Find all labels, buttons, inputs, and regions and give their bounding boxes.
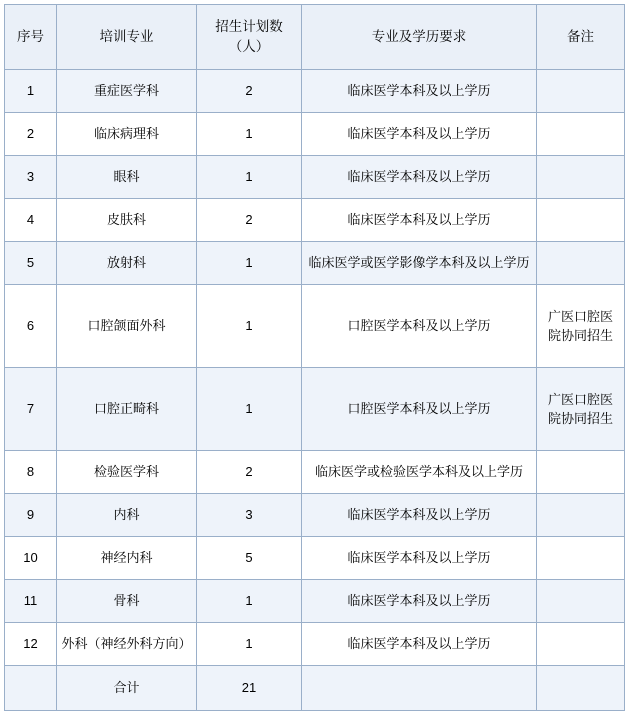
- cell-major: 重症医学科: [57, 70, 197, 113]
- cell-remark: [537, 623, 625, 666]
- table-total-row: [5, 666, 625, 711]
- cell-remark-line2: 院协同招生: [547, 328, 613, 343]
- table-row: [5, 537, 625, 580]
- cell-quota: 2: [197, 451, 302, 494]
- table-row: [5, 70, 625, 113]
- table-row: [5, 285, 625, 368]
- cell-quota: 5: [197, 537, 302, 580]
- table-row: [5, 494, 625, 537]
- cell-index: 5: [5, 242, 57, 285]
- cell-remark: [537, 70, 625, 113]
- cell-major: 眼科: [57, 156, 197, 199]
- cell-remark: [537, 199, 625, 242]
- cell-quota: 1: [197, 242, 302, 285]
- cell-quota: 2: [197, 199, 302, 242]
- cell-requirement: 临床医学本科及以上学历: [302, 580, 537, 623]
- training-plan-table-container: [0, 4, 628, 711]
- cell-index: 11: [5, 580, 57, 623]
- cell-index: 3: [5, 156, 57, 199]
- cell-major: 皮肤科: [57, 199, 197, 242]
- cell-major: 放射科: [57, 242, 197, 285]
- cell-requirement: 临床医学本科及以上学历: [302, 623, 537, 666]
- cell-major: 外科（神经外科方向）: [57, 623, 197, 666]
- cell-quota: 1: [197, 623, 302, 666]
- table-body: [5, 5, 625, 711]
- cell-requirement: 口腔医学本科及以上学历: [302, 368, 537, 451]
- cell-requirement: 临床医学本科及以上学历: [302, 199, 537, 242]
- table-row: [5, 242, 625, 285]
- table-row: [5, 199, 625, 242]
- total-empty-index: [5, 666, 57, 711]
- cell-index: 10: [5, 537, 57, 580]
- cell-remark: [537, 451, 625, 494]
- cell-remark: [537, 285, 625, 368]
- cell-quota: 1: [197, 580, 302, 623]
- cell-remark: [537, 156, 625, 199]
- cell-requirement: 临床医学本科及以上学历: [302, 494, 537, 537]
- cell-remark: [537, 494, 625, 537]
- cell-requirement: 临床医学或医学影像学本科及以上学历: [302, 242, 537, 285]
- table-row: [5, 113, 625, 156]
- cell-requirement: 临床医学本科及以上学历: [302, 537, 537, 580]
- table-row: [5, 623, 625, 666]
- cell-remark: [537, 537, 625, 580]
- total-remark: [537, 666, 625, 711]
- cell-quota: 1: [197, 113, 302, 156]
- header-index: 序号: [5, 5, 57, 70]
- cell-index: 6: [5, 285, 57, 368]
- cell-remark: [537, 580, 625, 623]
- table-row: [5, 580, 625, 623]
- cell-requirement: 临床医学本科及以上学历: [302, 156, 537, 199]
- total-requirement: [302, 666, 537, 711]
- cell-requirement: 口腔医学本科及以上学历: [302, 285, 537, 368]
- cell-major: 神经内科: [57, 537, 197, 580]
- header-major: 培训专业: [57, 5, 197, 70]
- cell-remark: [537, 113, 625, 156]
- cell-major: 口腔颌面外科: [57, 285, 197, 368]
- total-label: 合计: [57, 666, 197, 711]
- cell-index: 7: [5, 368, 57, 451]
- cell-major: 口腔正畸科: [57, 368, 197, 451]
- cell-quota: 1: [197, 285, 302, 368]
- cell-remark-line1: 广医口腔医: [547, 308, 613, 324]
- table-row: [5, 451, 625, 494]
- cell-quota: 3: [197, 494, 302, 537]
- cell-major: 内科: [57, 494, 197, 537]
- header-remark: 备注: [537, 5, 625, 70]
- table-row: [5, 368, 625, 451]
- cell-requirement: 临床医学本科及以上学历: [302, 113, 537, 156]
- cell-remark-line2: 院协同招生: [547, 411, 613, 426]
- cell-quota: 2: [197, 70, 302, 113]
- header-quota: [197, 5, 302, 70]
- header-quota-line2: （人）: [228, 39, 270, 54]
- training-plan-table: [4, 4, 625, 711]
- total-quota: 21: [197, 666, 302, 711]
- cell-index: 4: [5, 199, 57, 242]
- cell-quota: 1: [197, 156, 302, 199]
- header-quota-line1: 招生计划数: [215, 18, 283, 34]
- cell-remark: [537, 242, 625, 285]
- cell-index: 9: [5, 494, 57, 537]
- cell-remark-line1: 广医口腔医: [547, 391, 613, 407]
- table-header-row: [5, 5, 625, 70]
- header-requirement: 专业及学历要求: [302, 5, 537, 70]
- cell-remark: [537, 368, 625, 451]
- cell-index: 12: [5, 623, 57, 666]
- cell-major: 骨科: [57, 580, 197, 623]
- cell-requirement: 临床医学或检验医学本科及以上学历: [302, 451, 537, 494]
- cell-index: 2: [5, 113, 57, 156]
- cell-quota: 1: [197, 368, 302, 451]
- cell-major: 检验医学科: [57, 451, 197, 494]
- table-row: [5, 156, 625, 199]
- cell-requirement: 临床医学本科及以上学历: [302, 70, 537, 113]
- cell-index: 1: [5, 70, 57, 113]
- cell-major: 临床病理科: [57, 113, 197, 156]
- cell-index: 8: [5, 451, 57, 494]
